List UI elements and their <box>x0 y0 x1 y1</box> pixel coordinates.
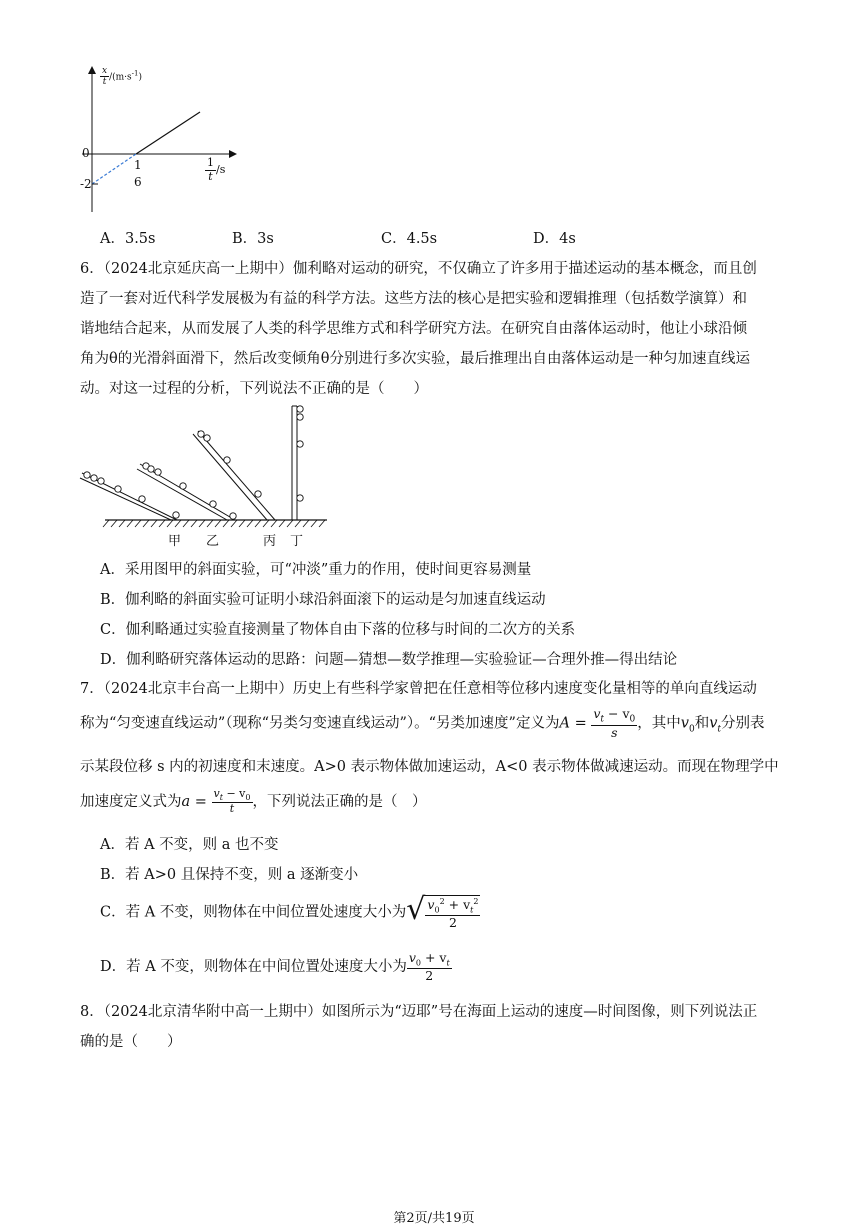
graph-origin-label: 0 <box>82 146 90 160</box>
q8-line-2: 确的是（ ） <box>80 1034 182 1050</box>
q6-choice-a: A．采用图甲的斜面实验，可“冲淡”重力的作用，使时间更容易测量 <box>100 562 532 578</box>
graph-xlabel: $\frac{1}{t}$ /s <box>207 156 226 183</box>
figure-label-yi: 乙 <box>206 534 220 549</box>
figure-label-bing: 丙 <box>263 534 277 549</box>
q6-line-5: 动。对这一过程的分析，下列说法不正确的是（ ） <box>80 381 428 397</box>
q6-line-2: 造了一套对近代科学发展极为有益的科学方法。这些方法的核心是把实验和逻辑推理（包括数学演算）和 <box>80 291 747 307</box>
q6-choice-c: C．伽利略通过实验直接测量了物体自由下落的位移与时间的二次方的关系 <box>100 622 576 638</box>
figure-label-jia: 甲 <box>168 534 182 549</box>
q7-line-1: 7．（2024北京丰台高一上期中）历史上有些科学家曾把在任意相等位移内速度变化量相等的单向直线运动 <box>80 681 757 697</box>
graph-dashed-extension <box>92 154 136 184</box>
graph-ylabel: $\frac{x}{t}$ $/(m\cdot s^{-1})$ <box>102 66 142 88</box>
q5-choice-a: A．3.5s <box>100 231 156 247</box>
page-footer: 第2页/共19页 <box>393 1211 475 1226</box>
q8-line-1: 8．（2024北京清华附中高一上期中）如图所示为“迈耶”号在海面上运动的速度—时间图像，则下列说法正 <box>80 1004 758 1020</box>
q7-choice-d: D．若 A 不变，则物体在中间位置处速度大小为 $\frac{v_0 + v_t}{2}$ <box>100 950 450 983</box>
q6-line-4: 角为θ的光滑斜面滑下，然后改变倾角θ分别进行多次实验，最后推理出自由落体运动是一种匀加速直线运 <box>80 351 750 367</box>
q6-choice-d: D．伽利略研究落体运动的思路：问题—猜想—数学推理—实验验证—合理外推—得出结论 <box>100 652 678 668</box>
q6-line-3: 谐地结合起来，从而发展了人类的科学思维方式和科学研究方法。在研究自由落体运动时，他让小球沿倾 <box>80 321 747 337</box>
graph-x-mark-label: 1 6 <box>134 158 142 189</box>
q7-choice-c: C．若 A 不变，则物体在中间位置处速度大小为 √ $\frac{v_0^2 + v_t^2}{2}$ <box>100 892 479 930</box>
q5-choice-c: C．4.5s <box>381 231 438 247</box>
q7-line-4: 加速度定义式为a = $\frac{v_t - v_0}{t}$ ，下列说法正确的是（ ） <box>80 787 427 816</box>
q7-choice-a: A．若 A 不变，则 a 也不变 <box>100 837 279 853</box>
q7-line-3: 示某段位移 s 内的初速度和末速度。A>0 表示物体做加速运动，A<0 表示物体做减速运动。而现在物理学中 <box>80 759 779 775</box>
q7-choice-b: B．若 A>0 且保持不变，则 a 逐渐变小 <box>100 867 359 883</box>
galileo-inclines-figure <box>75 400 335 530</box>
q6-choice-b: B．伽利略的斜面实验可证明小球沿斜面滚下的运动是匀加速直线运动 <box>100 592 546 608</box>
q5-choice-b: B．3s <box>232 231 274 247</box>
graph-solid-line <box>136 112 200 154</box>
q7-line-2: 称为“匀变速直线运动”（现称“另类匀变速直线运动”）。“另类加速度”定义为A = $\frac{v_t - v_0}{s}$ ，其中$v_0$和$v_t$分别表 <box>80 706 765 740</box>
figure-label-ding: 丁 <box>290 534 304 549</box>
graph-y-intercept-label: -2 <box>80 177 92 191</box>
q6-line-1: 6．（2024北京延庆高一上期中）伽利略对运动的研究，不仅确立了许多用于描述运动的基本概念，而且创 <box>80 261 757 277</box>
x-over-t-graph <box>70 62 250 217</box>
q5-choice-d: D．4s <box>533 231 576 247</box>
